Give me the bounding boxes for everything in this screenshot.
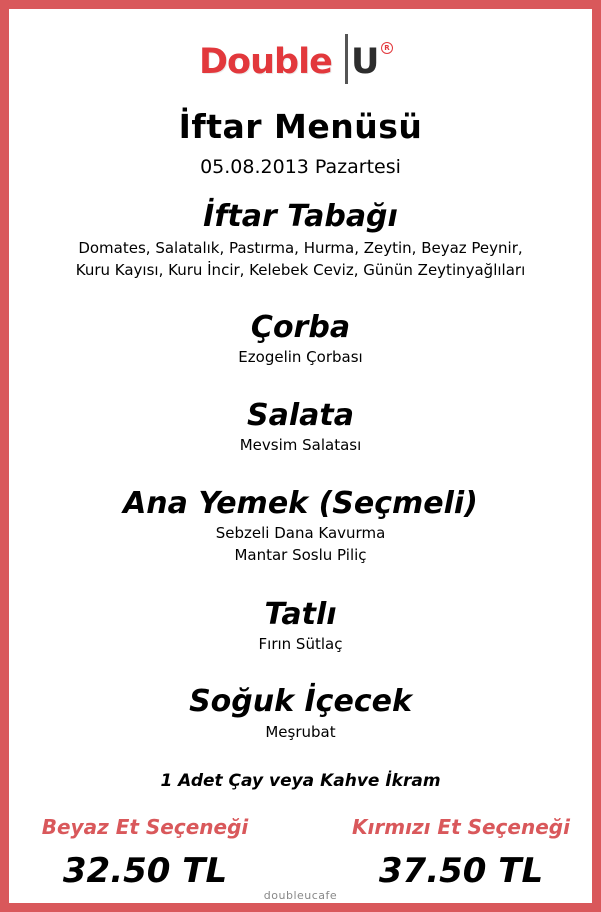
page-title: İftar Menüsü [178,107,423,146]
complimentary-note: 1 Adet Çay veya Kahve İkram [160,771,441,791]
section-title-soguk-icecek: Soğuk İçecek [189,684,412,719]
option-label: Beyaz Et Seçeneği [41,815,249,839]
menu-item: Fırın Sütlaç [258,635,343,653]
section-title-ana-yemek: Ana Yemek (Seçmeli) [123,486,478,521]
logo-text-u: U [351,42,380,82]
option-price: 37.50 TL [378,851,544,891]
option-label: Kırmızı Et Seçeneği [352,815,570,839]
brand-logo [9,34,592,94]
menu-item: Mantar Soslu Piliç [234,546,367,564]
section-items-tatli [9,633,592,655]
section-items-salata [9,434,592,456]
menu-item: Ezogelin Çorbası [238,348,363,366]
menu-item: Kuru Kayısı, Kuru İncir, Kelebek Ceviz, Günün Zeytinyağlıları [75,261,526,279]
price-option-white-meat [15,814,275,892]
section-items-soguk-icecek [9,721,592,743]
section-title-corba: Çorba [250,310,351,345]
price-option-red-meat [327,814,595,892]
section-items-iftar-tabagi [9,237,592,281]
menu-item: Sebzeli Dana Kavurma [215,524,386,542]
menu-date: 05.08.2013 Pazartesi [200,156,401,178]
footer-brand: doubleucafe [263,889,338,902]
logo-text-double: Double [199,42,332,82]
section-title-iftar-tabagi: İftar Tabağı [203,199,398,234]
section-title-tatli: Tatlı [264,597,337,632]
section-items-ana-yemek [9,522,592,566]
menu-card [9,9,592,903]
section-items-corba [9,346,592,368]
registered-icon: R [381,42,393,54]
menu-item: Mevsim Salatası [239,436,362,454]
option-price: 32.50 TL [62,851,228,891]
section-title-salata: Salata [247,398,354,433]
menu-item: Meşrubat [265,723,336,741]
logo-divider [345,34,348,84]
menu-item: Domates, Salatalık, Pastırma, Hurma, Zeytin, Beyaz Peynir, [78,239,523,257]
